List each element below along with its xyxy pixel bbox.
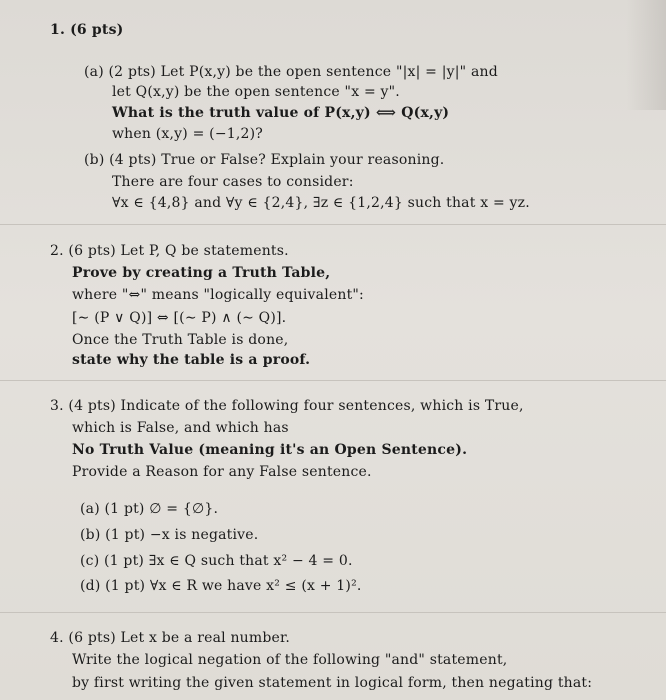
separator-q3 [0,612,666,613]
q1-b-line1: (b) (4 pts) True or False? Explain your reasoning. [84,152,445,168]
q3-line1: 3. (4 pts) Indicate of the following four sentences, which is True, [50,398,524,414]
q1-a-line3: What is the truth value of P(x,y) ⟺ Q(x,y) [112,105,450,121]
q3-line2: which is False, and which has [72,420,289,436]
q4-line1: 4. (6 pts) Let x be a real number. [50,630,291,646]
q1-title: 1. (6 pts) [50,22,124,38]
q1-a-line2: let Q(x,y) be the open sentence "x = y". [112,84,400,100]
q4-line2: Write the logical negation of the following "and" statement, [72,652,508,668]
q3-line4: Provide a Reason for any False sentence. [72,464,372,480]
q1-a-line4: when (x,y) = (−1,2)? [112,126,263,142]
q4-line3: by first writing the given statement in logical form, then negating that: [72,675,593,691]
separator-q1 [0,224,666,225]
q1-b-line2: There are four cases to consider: [112,174,354,190]
q1-b-line3: ∀x ∈ {4,8} and ∀y ∈ {2,4}, ∃z ∈ {1,2,4} such that x = yz. [112,195,530,211]
q2-line1: 2. (6 pts) Let P, Q be statements. [50,243,289,259]
page-edge-shadow [626,0,666,110]
q3-part-d: (d) (1 pt) ∀x ∈ R we have x² ≤ (x + 1)². [80,578,362,594]
separator-q2 [0,380,666,381]
q3-part-c: (c) (1 pt) ∃x ∈ Q such that x² − 4 = 0. [80,553,353,569]
q1-a-line1: (a) (2 pts) Let P(x,y) be the open sentence "|x| = |y|" and [84,64,498,80]
q3-line3: No Truth Value (meaning it's an Open Sentence). [72,442,468,458]
q2-line2: Prove by creating a Truth Table, [72,265,331,281]
q2-line5: Once the Truth Table is done, [72,332,289,348]
q2-line3: where "⇔" means "logically equivalent": [72,287,364,303]
q2-line6: state why the table is a proof. [72,352,311,368]
q3-part-b: (b) (1 pt) −x is negative. [80,527,259,543]
q3-part-a: (a) (1 pt) ∅ = {∅}. [80,501,219,517]
q2-line4: [∼ (P ∨ Q)] ⇔ [(∼ P) ∧ (∼ Q)]. [72,310,287,326]
